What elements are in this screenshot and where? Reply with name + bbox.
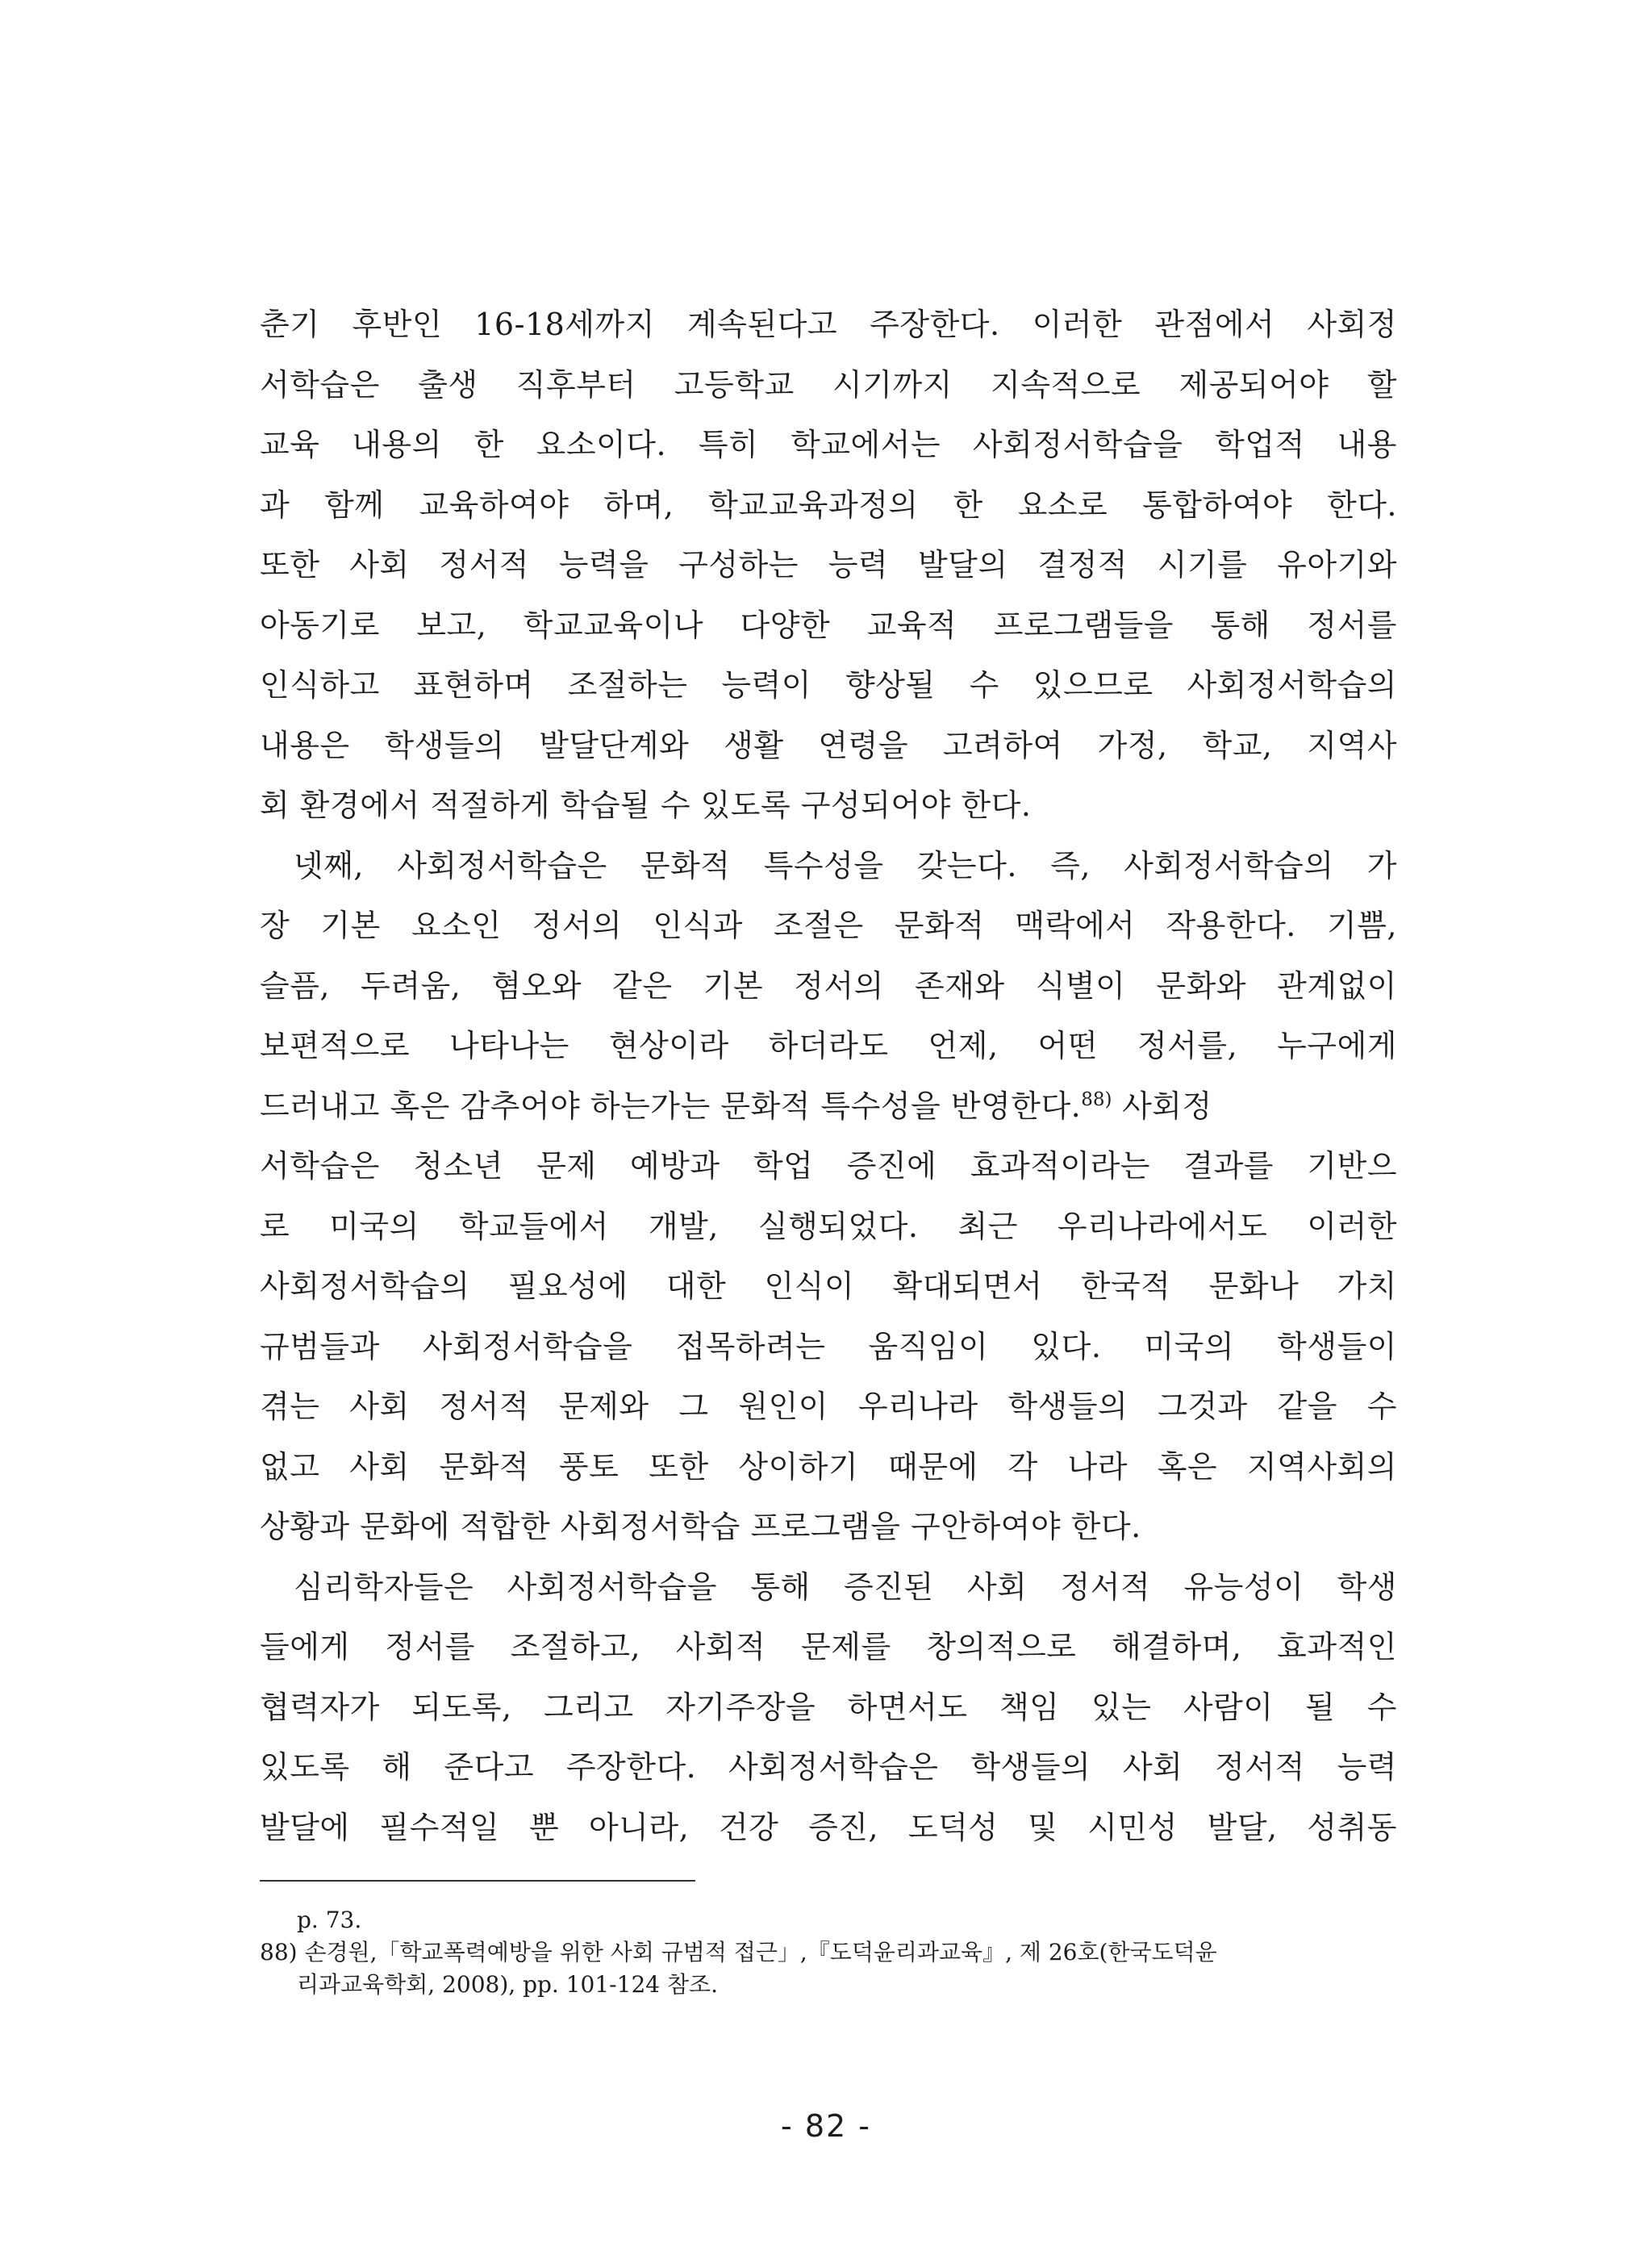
body-line-text: 드러내고 혹은 감추어야 하는가는 문화적 특수성을 반영한다. bbox=[260, 1088, 1082, 1124]
body-line: 슬픔, 두려움, 혐오와 같은 기본 정서의 존재와 식별이 문화와 관계없이 bbox=[260, 967, 1397, 1004]
page-number: - 82 - bbox=[781, 2108, 871, 2144]
body-line: 겪는 사회 정서적 문제와 그 원인이 우리나라 학생들의 그것과 같을 수 bbox=[260, 1389, 1397, 1424]
body-line: 서학습은 청소년 문제 예방과 학업 증진에 효과적이라는 결과를 기반으 bbox=[260, 1148, 1397, 1184]
footnote-88-line2: 리과교육학회, 2008), pp. 101-124 참조. bbox=[297, 1971, 718, 1998]
body-line: 협력자가 되도록, 그리고 자기주장을 하면서도 책임 있는 사람이 될 수 bbox=[260, 1689, 1397, 1725]
footnotes bbox=[260, 1904, 1397, 2001]
body-line: 보편적으로 나타나는 현상이라 하더라도 언제, 어떤 정서를, 누구에게 bbox=[260, 1028, 1397, 1063]
body-line: 또한 사회 정서적 능력을 구성하는 능력 발달의 결정적 시기를 유아기와 bbox=[260, 547, 1397, 583]
body-line: 내용은 학생들의 발달단계와 생활 연령을 고려하여 가정, 학교, 지역사 bbox=[260, 727, 1397, 763]
body-line-with-footnote-ref bbox=[260, 1076, 1397, 1137]
body-text bbox=[260, 294, 1397, 1857]
body-line: 없고 사회 문화적 풍토 또한 상이하기 때문에 각 나라 혹은 지역사회의 bbox=[260, 1448, 1397, 1485]
body-line: 춘기 후반인 16-18세까지 계속된다고 주장한다. 이러한 관점에서 사회정 bbox=[260, 307, 1397, 342]
body-line: 규범들과 사회정서학습을 접목하려는 움직임이 있다. 미국의 학생들이 bbox=[260, 1328, 1397, 1364]
body-line-tail: 사회정 bbox=[1112, 1088, 1212, 1124]
body-line: 상황과 문화에 적합한 사회정서학습 프로그램을 구안하여야 한다. bbox=[260, 1509, 1141, 1544]
body-line: 있도록 해 준다고 주장한다. 사회정서학습은 학생들의 사회 정서적 능력 bbox=[260, 1749, 1397, 1785]
body-line: 교육 내용의 한 요소이다. 특히 학교에서는 사회정서학습을 학업적 내용 bbox=[260, 427, 1397, 462]
footnote-88-line1: 88) 손경원,「학교폭력예방을 위한 사회 규범적 접근」,『도덕윤리과교육』, 제 26호(한국도덕윤 bbox=[260, 1939, 1217, 1965]
body-line: 과 함께 교육하여야 하며, 학교교육과정의 한 요소로 통합하여야 한다. bbox=[260, 487, 1397, 523]
body-line: 서학습은 출생 직후부터 고등학교 시기까지 지속적으로 제공되어야 할 bbox=[260, 366, 1397, 403]
footnote-divider bbox=[260, 1880, 695, 1882]
body-line: 인식하고 표현하며 조절하는 능력이 향상될 수 있으므로 사회정서학습의 bbox=[260, 667, 1397, 703]
footnote-ref-88[interactable]: 88) bbox=[1081, 1088, 1112, 1110]
body-line: 로 미국의 학교들에서 개발, 실행되었다. 최근 우리나라에서도 이러한 bbox=[260, 1208, 1397, 1244]
body-line: 들에게 정서를 조절하고, 사회적 문제를 창의적으로 해결하며, 효과적인 bbox=[260, 1629, 1397, 1665]
body-line: 장 기본 요소인 정서의 인식과 조절은 문화적 맥락에서 작용한다. 기쁨, bbox=[260, 908, 1397, 943]
body-line: 사회정서학습의 필요성에 대한 인식이 확대되면서 한국적 문화나 가치 bbox=[260, 1268, 1397, 1304]
body-line: 회 환경에서 적절하게 학습될 수 있도록 구성되어야 한다. bbox=[260, 787, 1032, 823]
paragraph-start-line: 심리학자들은 사회정서학습을 통해 증진된 사회 정서적 유능성이 학생 bbox=[294, 1569, 1397, 1605]
body-line: 발달에 필수적일 뿐 아니라, 건강 증진, 도덕성 및 시민성 발달, 성취동 bbox=[260, 1809, 1397, 1845]
body-line: 아동기로 보고, 학교교육이나 다양한 교육적 프로그램들을 통해 정서를 bbox=[260, 607, 1397, 643]
footnote-continued: p. 73. bbox=[297, 1907, 362, 1933]
paragraph-start-line: 넷째, 사회정서학습은 문화적 특수성을 갖는다. 즉, 사회정서학습의 가 bbox=[294, 847, 1397, 883]
